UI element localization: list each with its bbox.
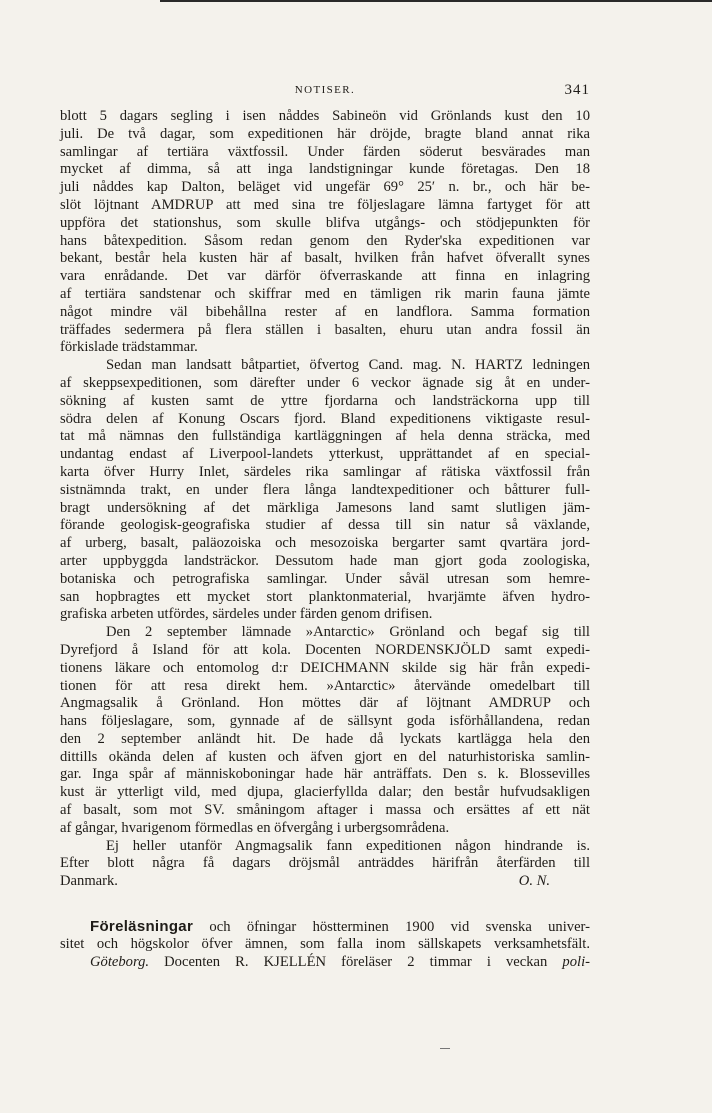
text-line: Ej heller utanför Angmagsalik fann expeditionen någon hindrande is. <box>106 837 590 854</box>
text-line: af urberg, basalt, paläozoiska och mesozoiska bergarter samt qvartära jord- <box>60 535 590 552</box>
text-line: undantag endast af Liverpool-landets ytterkust, upprättandet af en special- <box>60 446 590 463</box>
text-line: af skeppsexpeditionen, som därefter under 6 veckor ägnade sig åt en under- <box>60 374 590 391</box>
paragraph-2 <box>60 357 590 624</box>
text-line: Den 2 september lämnade »Antarctic» Grönland och begaf sig till <box>106 624 590 641</box>
text-line: gar. Inga spår af människoboningar hade här anträffats. Den s. k. Blossevilles <box>60 766 590 783</box>
text-line: träffades sedermera på flera ställen i basalten, ehuru utan andra fossil än <box>60 321 590 338</box>
text-line: dittills okända delen af kusten och äfven gjort en del naturhistoriska samlin- <box>60 748 590 765</box>
text-line: juli nåddes kap Dalton, beläget vid ungefär 69° 25′ n. br., och här be- <box>60 179 590 196</box>
text-line: san hopbragtes ett mycket stort planktonmaterial, hvarjämte äfven hydro- <box>60 588 590 605</box>
paragraph-3 <box>60 624 590 838</box>
author-signature: O. N. <box>518 873 550 890</box>
text-line: vara enrådande. Det var därför öfverraskande att finna en inlagring <box>60 268 590 285</box>
text-line: tionen för att resa direkt hem. »Antarctic» återvände omedelbart till <box>60 677 590 694</box>
text-line: Dyrefjord å Island för att kola. Docenten NORDENSKJÖLD samt expedi- <box>60 641 590 658</box>
text-line-content: Danmark. <box>60 873 118 890</box>
text-line: slöt löjtnant AMDRUP att med sina tre följeslagare lämna fartyget för att <box>60 196 590 213</box>
paragraph-4 <box>60 838 590 891</box>
text-line: hans följeslagare, som, gynnade af de sällsynt goda isförhållandena, redan <box>60 713 590 730</box>
text-line: Sedan man landsatt båtpartiet, öfvertog Cand. mag. N. HARTZ ledningen <box>106 357 590 374</box>
lecture-text: Docenten R. KJELLÉN föreläser 2 timmar i veckan <box>164 953 548 970</box>
text-line: af gångar, hvarigenom förmedlas en öfvergång i urbergsområdena. <box>60 819 450 836</box>
text-line <box>60 918 590 936</box>
text-line: något mindre väl bibehållna rester af en landflora. Samma formation <box>60 303 590 320</box>
text-line: uppföra det stationshus, som skulle blifva utgångs- och stödjepunkten för <box>60 214 590 231</box>
top-rule <box>160 0 712 2</box>
text-line: tionens läkare och entomolog d:r DEICHMANN skilde sig här från expedi- <box>60 659 590 676</box>
text-line: sistnämnda trakt, en under flera långa landtexpeditioner och båtturer full- <box>60 481 590 498</box>
text-line: Efter blott några få dagars dröjsmål anträddes härifrån återfärden till <box>60 855 590 872</box>
lecture-text-end: poli- <box>562 953 590 970</box>
text-line: hans båtexpedition. Såsom redan genom den Ryder'ska expeditionen var <box>60 232 590 249</box>
text-line: grafiska arbeten utfördes, särdeles under färden genom drifisen. <box>60 606 433 623</box>
text-line <box>60 954 590 972</box>
page-mark <box>440 1048 450 1049</box>
text-line: karta öfver Hurry Inlet, särdeles rika samlingar af rätiska växtfossil från <box>60 463 590 480</box>
text-line: tat må nämnas den fullständiga kartläggningen af hela denna sträcka, med <box>60 428 590 445</box>
article-body <box>60 108 590 891</box>
text-line: bekant, består hela kusten här af basalt, hvilken från hafvet öfverallt synes <box>60 250 590 267</box>
text-line: den 2 september anländt hit. De hade då lyckats kartlägga hela den <box>60 730 590 747</box>
text-line: botaniska och petrografiska samlingar. Under såväl utresan som hemre- <box>60 570 590 587</box>
text-line: förkislade trädstammar. <box>60 339 198 356</box>
text-line: kust är ytterligt vild, med djupa, glacierfyllda dalar; den består hufvudsakligen <box>60 784 590 801</box>
text-line: mycket af dimma, så att inga landstigningar kunde företagas. Den 18 <box>60 161 590 178</box>
place-name: Göteborg. <box>90 953 150 970</box>
text-line: Angmagsalik å Grönland. Hon möttes där af löjtnant AMDRUP och <box>60 695 590 712</box>
section-heading: Föreläsningar <box>90 918 194 935</box>
text-line-last <box>60 873 590 891</box>
text-line: bragt undersökning af det märkliga Jamesons land samt slutligen jäm- <box>60 499 590 516</box>
text-line: af tertiära sandstenar och skiffrar med en tämligen rik marin fauna jämte <box>60 285 590 302</box>
text-line: sitet och högskolor öfver ämnen, som falla inom sällskapets verksamhetsfält. <box>60 935 590 952</box>
running-title: NOTISER. <box>294 84 356 96</box>
paragraph-1 <box>60 108 590 357</box>
text-line: förande geologisk-geografiska studier af dessa till sin natur så växlande, <box>60 517 590 534</box>
page-number: 341 <box>564 82 590 98</box>
text-line: sökning af kusten samt de yttre fjordarna och landsträckorna upp till <box>60 392 590 409</box>
text-line: södra delen af Konung Oscars fjord. Bland expeditionens viktigaste resul- <box>60 410 590 427</box>
lectures-notice <box>60 918 590 971</box>
text-line: arter uppbyggda landsträckor. Dessutom hade man gjort goda zoologiska, <box>60 552 590 569</box>
text-line: af basalt, som mot SV. småningom aftager i massa och ersättes af ett nät <box>60 802 590 819</box>
heading-continuation: och öfningar höstterminen 1900 vid svenska univer- <box>209 919 590 935</box>
text-line: blott 5 dagars segling i isen nåddes Sabineön vid Grönlands kust den 10 <box>60 108 590 124</box>
text-line: samlingar af tertiära växtfossil. Under färden söderut besvärades man <box>60 143 590 160</box>
page-header <box>60 82 590 102</box>
text-line: juli. De två dagar, som expeditionen här dröjde, bragte bland annat rika <box>60 125 590 142</box>
